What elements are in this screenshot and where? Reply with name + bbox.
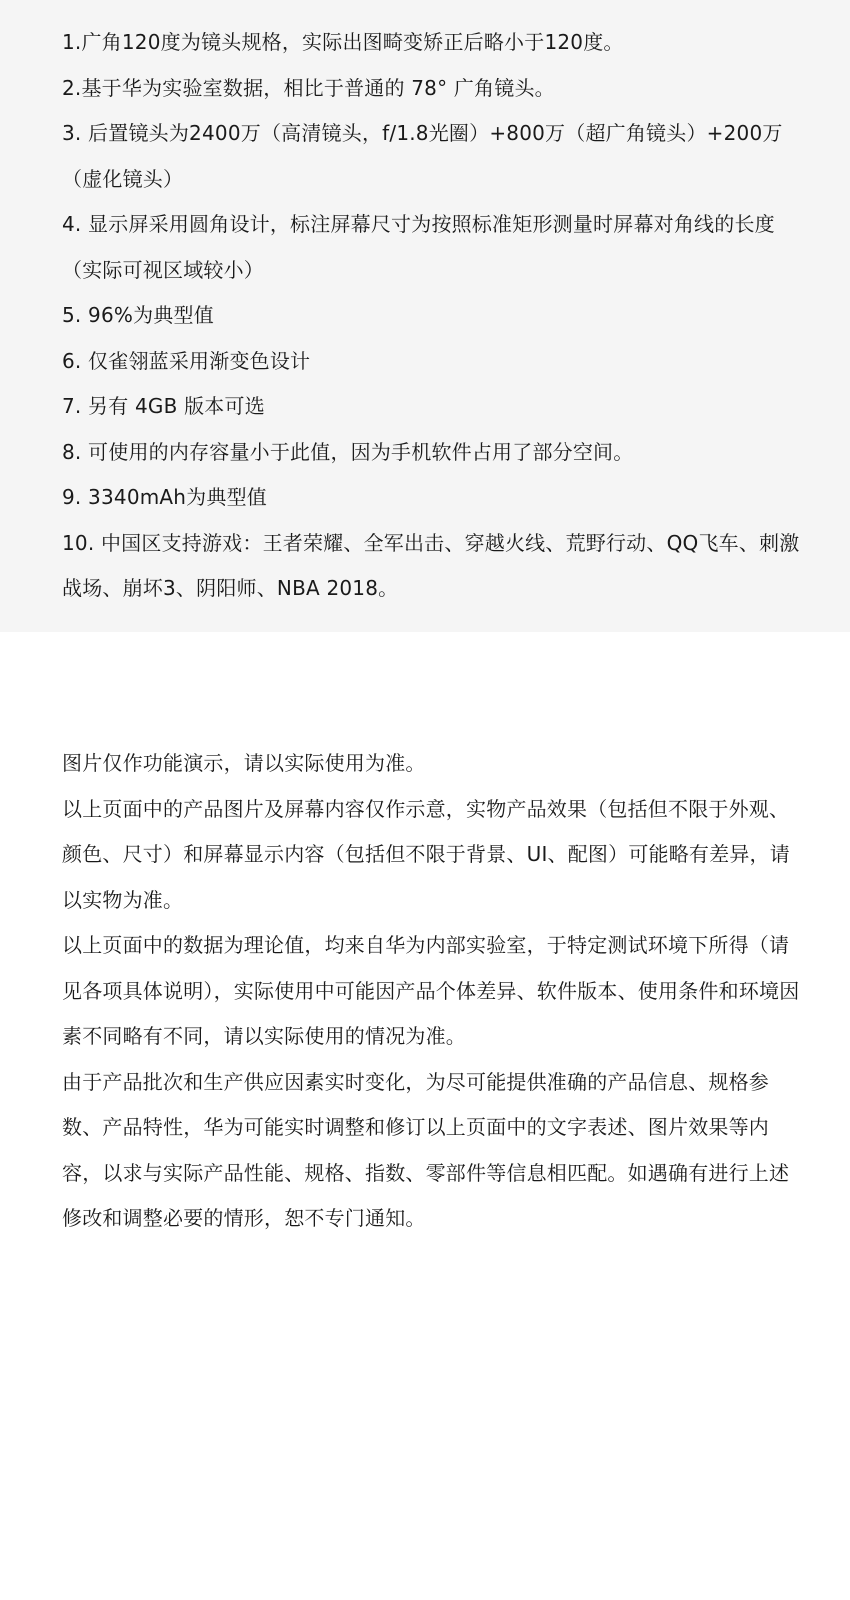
spec-note-8: 8. 可使用的内存容量小于此值，因为手机软件占用了部分空间。: [62, 439, 634, 464]
spec-notes-list: [62, 20, 812, 612]
spec-note-6: 6. 仅雀翎蓝采用渐变色设计: [62, 348, 311, 373]
spec-note-1: 1.广角120度为镜头规格，实际出图畸变矫正后略小于120度。: [62, 30, 624, 54]
spec-note-2: 2.基于华为实验室数据，相比于普通的 78° 广角镜头。: [62, 75, 555, 100]
spec-note-4: 4. 显示屏采用圆角设计，标注屏幕尺寸为按照标准矩形测量时屏幕对角线的长度（实际可视区域较小）: [62, 212, 775, 282]
disclaimer-paragraph-4: 由于产品批次和生产供应因素实时变化，为尽可能提供准确的产品信息、规格参数、产品特性，华为可能实时调整和修订以上页面中的文字表述、图片效果等内容，以求与实际产品性能、规格、指数、零部件等信息相匹配。如遇确有进行上述修改和调整必要的情形，恕不专门通知。: [62, 1069, 790, 1230]
spec-note-7: 7. 另有 4GB 版本可选: [62, 394, 265, 418]
spec-notes-panel: [0, 0, 850, 632]
spec-note-5: 5. 96%为典型值: [62, 303, 214, 327]
spec-note-3: 3. 后置镜头为2400万（高清镜头，f/1.8光圈）+800万（超广角镜头）+200万（虚化镜头）: [62, 121, 783, 191]
spec-note-10: 10. 中国区支持游戏：王者荣耀、全军出击、穿越火线、荒野行动、QQ飞车、刺激战场、崩坏3、阴阳师、NBA 2018。: [62, 530, 800, 600]
disclaimer-paragraph-3: 以上页面中的数据为理论值，均来自华为内部实验室，于特定测试环境下所得（请见各项具体说明），实际使用中可能因产品个体差异、软件版本、使用条件和环境因素不同略有不同，请以实际使用的情况为准。: [62, 933, 800, 1048]
disclaimer-paragraph-2: 以上页面中的产品图片及屏幕内容仅作示意，实物产品效果（包括但不限于外观、颜色、尺寸）和屏幕显示内容（包括但不限于背景、UI、配图）可能略有差异，请以实物为准。: [62, 796, 790, 912]
spec-note-9: 9. 3340mAh为典型值: [62, 485, 267, 509]
disclaimer-paragraph-1: 图片仅作功能演示，请以实际使用为准。: [62, 751, 426, 775]
disclaimer-section: [62, 741, 802, 1242]
